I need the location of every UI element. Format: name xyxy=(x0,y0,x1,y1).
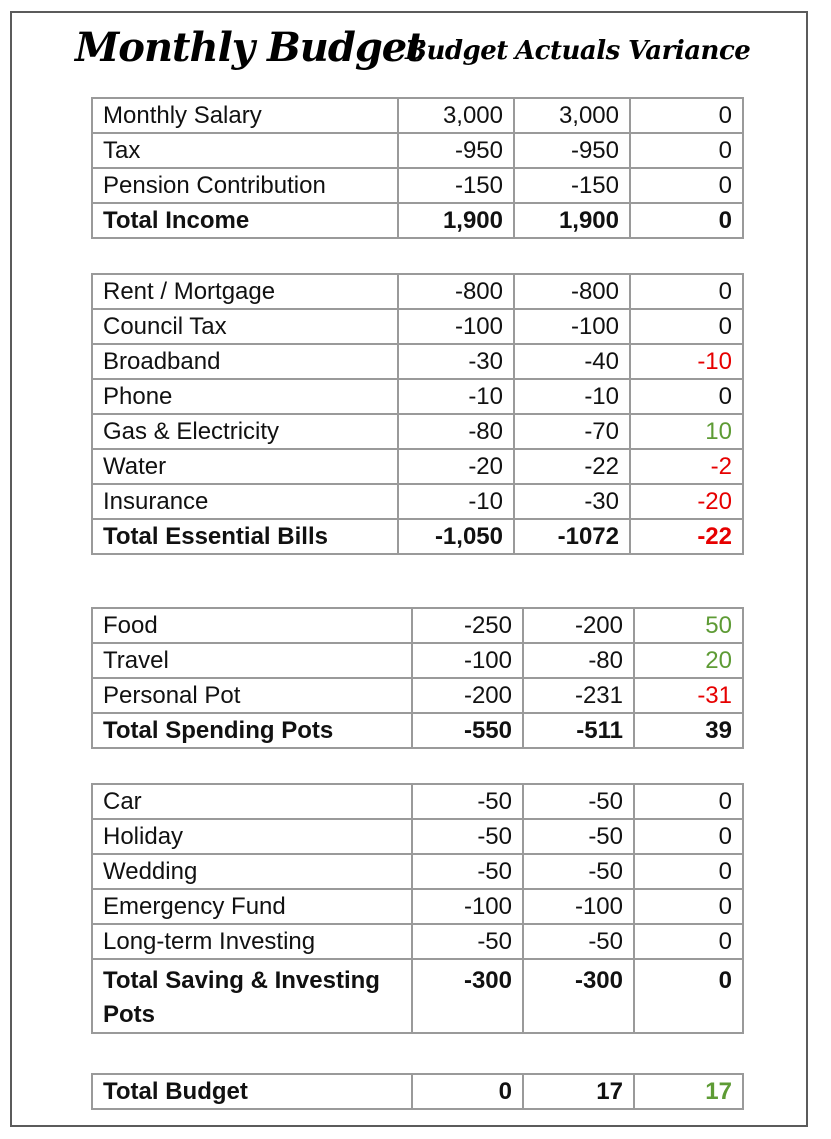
total-row xyxy=(92,959,743,1033)
row-label: Total Income xyxy=(92,203,398,238)
variance-value: 20 xyxy=(634,643,743,678)
budget-value: -50 xyxy=(412,784,523,819)
variance-value: -22 xyxy=(630,519,743,554)
budget-value: -950 xyxy=(398,133,514,168)
variance-value: -2 xyxy=(630,449,743,484)
variance-value: -31 xyxy=(634,678,743,713)
table-row xyxy=(92,449,743,484)
actual-value: -50 xyxy=(523,784,634,819)
actual-value: -150 xyxy=(514,168,630,203)
table-row xyxy=(92,274,743,309)
row-label: Total Saving & Investing Pots xyxy=(92,959,412,1033)
budget-value: -100 xyxy=(412,643,523,678)
budget-value: -250 xyxy=(412,608,523,643)
actual-value: -40 xyxy=(514,344,630,379)
actual-value: -1072 xyxy=(514,519,630,554)
row-label: Long-term Investing xyxy=(92,924,412,959)
row-label: Travel xyxy=(92,643,412,678)
variance-value: 0 xyxy=(630,309,743,344)
actual-value: 1,900 xyxy=(514,203,630,238)
essential-bills-table xyxy=(91,273,744,555)
variance-value: 0 xyxy=(634,854,743,889)
variance-value: -20 xyxy=(630,484,743,519)
table-row xyxy=(92,608,743,643)
actual-value: -50 xyxy=(523,924,634,959)
budget-value: -80 xyxy=(398,414,514,449)
row-label: Rent / Mortgage xyxy=(92,274,398,309)
actual-value: -200 xyxy=(523,608,634,643)
budget-value: -800 xyxy=(398,274,514,309)
row-label: Car xyxy=(92,784,412,819)
row-label: Water xyxy=(92,449,398,484)
table-row xyxy=(92,854,743,889)
page-title: Monthly Budget xyxy=(75,24,424,71)
table-row xyxy=(92,924,743,959)
budget-value: -550 xyxy=(412,713,523,748)
table-row xyxy=(92,133,743,168)
row-label: Pension Contribution xyxy=(92,168,398,203)
actual-value: -950 xyxy=(514,133,630,168)
budget-value: -1,050 xyxy=(398,519,514,554)
variance-value: 0 xyxy=(630,133,743,168)
table-row xyxy=(92,98,743,133)
column-header-variance: Variance xyxy=(628,36,751,66)
table-row xyxy=(92,414,743,449)
actual-value: -30 xyxy=(514,484,630,519)
row-label: Gas & Electricity xyxy=(92,414,398,449)
budget-value: 0 xyxy=(412,1074,523,1109)
row-label: Total Budget xyxy=(92,1074,412,1109)
actual-value: -100 xyxy=(523,889,634,924)
actual-value: -50 xyxy=(523,819,634,854)
variance-value: 0 xyxy=(634,924,743,959)
actual-value: -231 xyxy=(523,678,634,713)
variance-value: -10 xyxy=(630,344,743,379)
table-row xyxy=(92,643,743,678)
budget-value: -30 xyxy=(398,344,514,379)
table-row xyxy=(92,784,743,819)
variance-value: 0 xyxy=(630,379,743,414)
variance-value: 0 xyxy=(634,784,743,819)
column-header-actuals: Actuals xyxy=(515,36,620,66)
table-row xyxy=(92,379,743,414)
variance-value: 0 xyxy=(630,203,743,238)
actual-value: -800 xyxy=(514,274,630,309)
variance-value: 0 xyxy=(630,168,743,203)
table-row xyxy=(92,168,743,203)
saving-investing-table xyxy=(91,783,744,1034)
row-label: Wedding xyxy=(92,854,412,889)
actual-value: -50 xyxy=(523,854,634,889)
actual-value: -100 xyxy=(514,309,630,344)
row-label: Holiday xyxy=(92,819,412,854)
budget-value: -150 xyxy=(398,168,514,203)
budget-value: -10 xyxy=(398,484,514,519)
actual-value: 17 xyxy=(523,1074,634,1109)
total-row xyxy=(92,519,743,554)
row-label: Phone xyxy=(92,379,398,414)
total-row xyxy=(92,1074,743,1109)
total-budget-table xyxy=(91,1073,744,1110)
actual-value: -22 xyxy=(514,449,630,484)
table-row xyxy=(92,484,743,519)
total-row xyxy=(92,203,743,238)
row-label: Broadband xyxy=(92,344,398,379)
actual-value: -70 xyxy=(514,414,630,449)
row-label: Council Tax xyxy=(92,309,398,344)
budget-value: -300 xyxy=(412,959,523,1033)
table-row xyxy=(92,309,743,344)
actual-value: -10 xyxy=(514,379,630,414)
budget-value: -10 xyxy=(398,379,514,414)
budget-value: -200 xyxy=(412,678,523,713)
row-label: Tax xyxy=(92,133,398,168)
variance-value: 39 xyxy=(634,713,743,748)
budget-value: -50 xyxy=(412,819,523,854)
variance-value: 17 xyxy=(634,1074,743,1109)
row-label: Insurance xyxy=(92,484,398,519)
row-label: Personal Pot xyxy=(92,678,412,713)
table-row xyxy=(92,819,743,854)
row-label: Emergency Fund xyxy=(92,889,412,924)
budget-value: -100 xyxy=(412,889,523,924)
row-label: Food xyxy=(92,608,412,643)
column-header-budget: Budget xyxy=(405,36,508,66)
row-label: Total Essential Bills xyxy=(92,519,398,554)
total-row xyxy=(92,713,743,748)
variance-value: 0 xyxy=(630,274,743,309)
spending-pots-table xyxy=(91,607,744,749)
actual-value: -511 xyxy=(523,713,634,748)
budget-value: -50 xyxy=(412,924,523,959)
variance-value: 0 xyxy=(634,819,743,854)
table-row xyxy=(92,678,743,713)
variance-value: 50 xyxy=(634,608,743,643)
table-row xyxy=(92,889,743,924)
actual-value: 3,000 xyxy=(514,98,630,133)
variance-value: 0 xyxy=(630,98,743,133)
budget-value: 3,000 xyxy=(398,98,514,133)
budget-value: -50 xyxy=(412,854,523,889)
table-row xyxy=(92,344,743,379)
budget-value: -100 xyxy=(398,309,514,344)
budget-value: -20 xyxy=(398,449,514,484)
row-label: Monthly Salary xyxy=(92,98,398,133)
variance-value: 10 xyxy=(630,414,743,449)
income-table xyxy=(91,97,744,239)
row-label: Total Spending Pots xyxy=(92,713,412,748)
variance-value: 0 xyxy=(634,959,743,1033)
actual-value: -80 xyxy=(523,643,634,678)
actual-value: -300 xyxy=(523,959,634,1033)
budget-value: 1,900 xyxy=(398,203,514,238)
variance-value: 0 xyxy=(634,889,743,924)
